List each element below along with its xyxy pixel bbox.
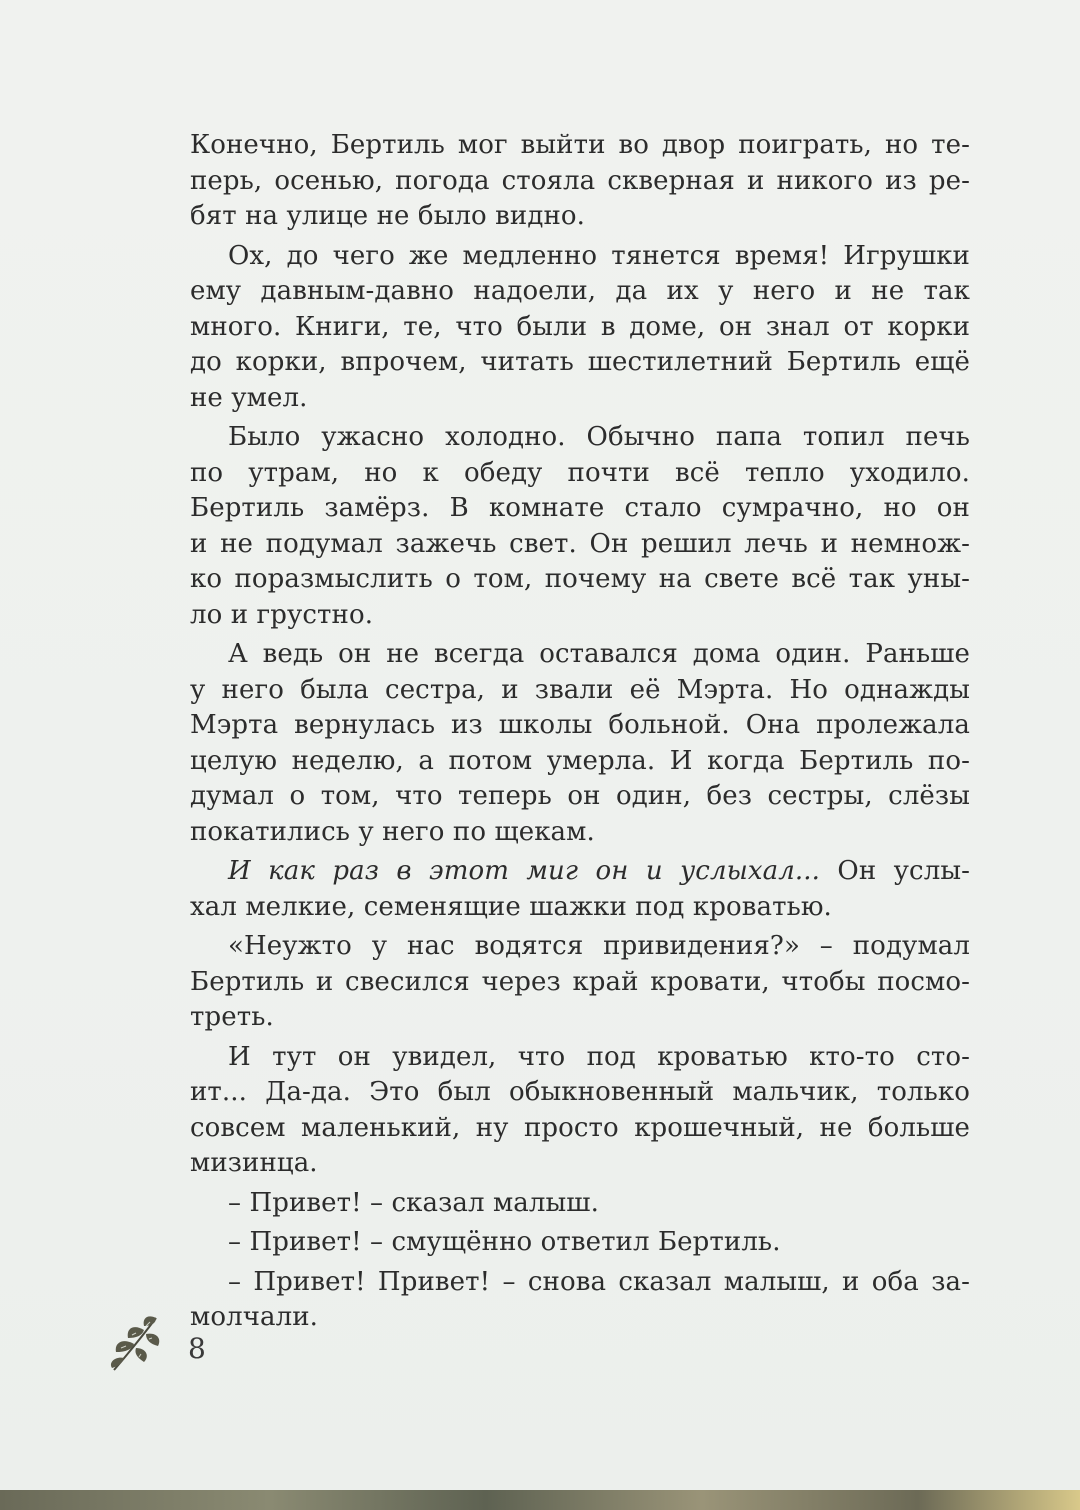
body-text [190,128,970,1336]
text-line: Бертиль и свесился через край кровати, чтобы посмо- [190,966,970,997]
paragraph-5 [190,854,970,925]
text-line: много. Книги, те, что были в доме, он знал от корки [190,311,970,342]
text-line: совсем маленький, ну просто крошечный, не больше [190,1112,970,1143]
paragraph-8 [190,1186,970,1222]
text-line: молчали. [190,1302,318,1332]
page-number: 8 [188,1332,206,1365]
italic-lead: И как раз в этот миг он и услыхал... [228,856,821,886]
text-line: – Привет! – сказал малыш. [228,1187,599,1218]
text-line: – Привет! – смущённо ответил Бертиль. [228,1227,781,1257]
paragraph-9 [190,1225,970,1261]
text-line: Было ужасно холодно. Обычно папа топил печь [228,422,970,452]
text-line: бят на улице не было видно. [190,201,585,231]
text-line: И тут он увидел, что под кроватью кто-то сто- [228,1041,970,1072]
text-line: хал мелкие, семенящие шажки под кроватью. [190,891,832,922]
text-line: треть. [190,1002,274,1032]
text-line: и не подумал зажечь свет. Он решил лечь и немнож- [190,528,970,559]
text-line: думал о том, что теперь он один, без сестры, слёзы [190,781,970,811]
text-line: по утрам, но к обеду почти всё тепло уходило. [190,457,970,488]
text-line: перь, осенью, погода стояла скверная и никого из ре- [190,165,970,196]
text-line: Мэрта вернулась из школы больной. Она пролежала [190,710,970,740]
paragraph-10 [190,1265,970,1336]
text-line: до корки, впрочем, читать шестилетний Бертиль ещё [190,347,970,377]
paragraph-7 [190,1040,970,1182]
paragraph-1 [190,128,970,235]
page-footer [100,1300,300,1380]
text-line: Конечно, Бертиль мог выйти во двор поиграть, но те- [190,130,970,160]
text-line: «Неужто у нас водятся привидения?» – подумал [228,931,970,961]
paragraph-2 [190,239,970,417]
text-line: А ведь он не всегда оставался дома один. Раньше [228,639,970,669]
text-line: – Привет! Привет! – снова сказал малыш, и оба за- [228,1266,970,1297]
paragraph-6 [190,929,970,1036]
text-line: ко поразмыслить о том, почему на свете всё так уны- [190,564,970,594]
text-line: ему давным-давно надоели, да их у него и не так [190,276,970,306]
paragraph-4 [190,637,970,850]
text-line-mixed [190,854,970,890]
paragraph-3 [190,420,970,633]
text-line: ло и грустно. [190,599,374,630]
scan-edge-strip [0,1490,1080,1510]
text-fragment: Он услы- [820,856,971,886]
text-line: покатились у него по щекам. [190,816,595,847]
text-line: целую неделю, а потом умерла. И когда Бертиль по- [190,745,970,776]
text-line: мизинца. [190,1148,318,1178]
leaf-sprig-icon [104,1308,166,1374]
text-line: у него была сестра, и звали её Мэрта. Но однажды [190,674,970,705]
text-line: не умел. [190,382,308,413]
text-line: Ох, до чего же медленно тянется время! Игрушки [228,240,970,271]
text-line: ит... Да-да. Это был обыкновенный мальчик, только [190,1077,970,1107]
text-line: Бертиль замёрз. В комнате стало сумрачно, но он [190,493,970,523]
